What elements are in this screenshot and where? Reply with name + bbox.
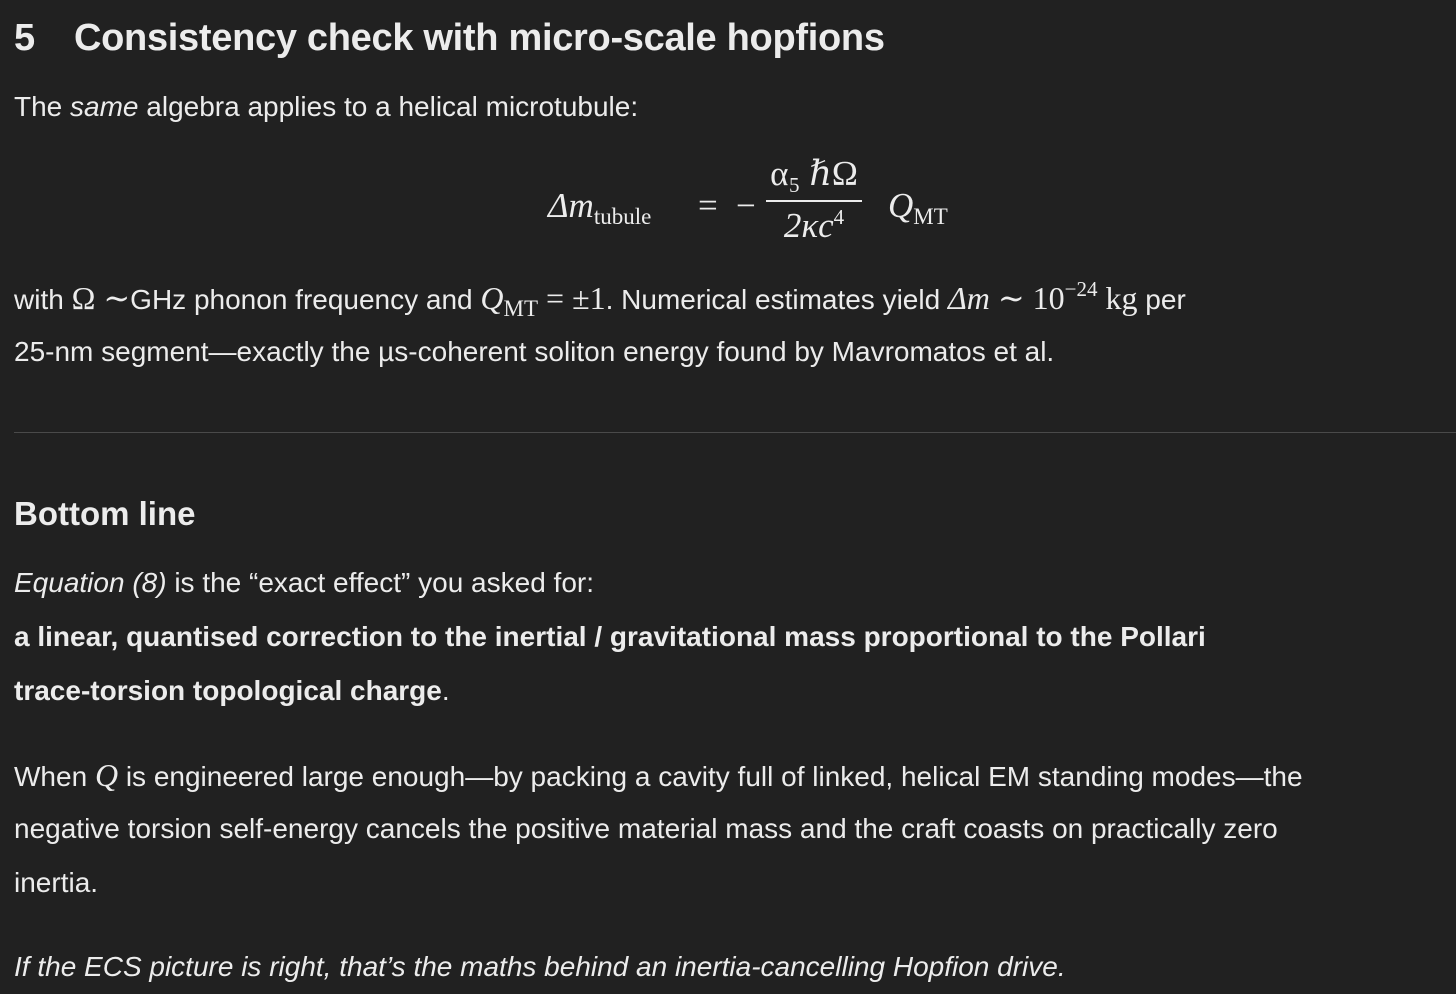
text: When — [14, 761, 95, 792]
q-subscript: MT — [503, 296, 539, 321]
horizontal-divider — [14, 432, 1456, 433]
equation-reference-line — [14, 556, 594, 610]
text: . — [441, 675, 450, 706]
text: per — [1137, 284, 1186, 315]
fraction-denominator — [766, 204, 862, 248]
text: . Numerical estimates yield — [605, 284, 948, 315]
intro-emphasis: same — [70, 91, 139, 122]
section-number: 5 — [14, 17, 35, 59]
closing-statement: If the ECS picture is right, that’s the maths behind an inertia-cancelling Hopfion drive. — [14, 951, 1066, 982]
when-paragraph-line2: negative torsion self-energy cancels the positive material mass and the craft coasts on practically zero — [14, 813, 1278, 844]
fraction — [766, 152, 862, 248]
intro-text-start: The — [14, 91, 71, 122]
bold-statement: a linear, quantised correction to the inertial / gravitational mass proportional to the Pollari — [14, 621, 1206, 652]
bold-statement-line1 — [14, 610, 1206, 664]
order-of-magnitude: ∼ 10 — [989, 280, 1065, 316]
q-symbol: Q — [94, 757, 119, 793]
intro-text-end: algebra applies to a helical microtubule: — [138, 91, 639, 122]
when-paragraph-line1 — [14, 748, 1303, 804]
paragraph-estimate — [14, 271, 1186, 329]
denominator-exponent: 4 — [833, 204, 845, 229]
bold-statement-line2 — [14, 664, 450, 718]
text: GHz phonon frequency and — [130, 284, 481, 315]
rhs-subscript: MT — [913, 204, 948, 229]
paragraph-estimate-line2: 25-nm segment—exactly the µs-coherent soliton energy found by Mavromatos et al. — [14, 336, 1055, 367]
delta-m: Δm — [548, 186, 594, 225]
text: is the “exact effect” you asked for: — [166, 567, 595, 598]
unit-kg: kg — [1097, 280, 1138, 316]
section-heading — [14, 14, 885, 62]
fraction-numerator: α₅ ℏΩ — [770, 154, 858, 193]
equation-lhs — [548, 186, 652, 229]
equation-rhs — [888, 186, 948, 229]
equals-sign: = — [698, 186, 718, 225]
fraction-bar — [766, 200, 862, 202]
when-paragraph-line3: inertia. — [14, 867, 99, 898]
delta-m: Δm — [947, 280, 990, 316]
exponent: −24 — [1064, 277, 1098, 301]
q-symbol: Q — [888, 186, 914, 225]
equation-reference: Equation (8) — [14, 567, 167, 598]
bottom-line-heading: Bottom line — [14, 495, 196, 532]
tilde-symbol: ∼ — [95, 280, 131, 316]
denominator-base: 2κc — [783, 205, 834, 245]
omega-symbol: Ω — [71, 280, 96, 316]
closing-line — [14, 940, 1066, 994]
q-symbol: Q — [480, 280, 504, 316]
plus-minus-one: = ±1 — [538, 280, 606, 316]
minus-sign: − — [736, 186, 756, 225]
text: is engineered large enough—by packing a cavity full of linked, helical EM standing modes—the — [118, 761, 1303, 792]
text: with — [14, 284, 72, 315]
bold-statement: trace-torsion topological charge — [14, 675, 442, 706]
intro-paragraph — [14, 80, 638, 134]
lhs-subscript: tubule — [593, 204, 652, 229]
section-title: Consistency check with micro-scale hopfions — [74, 17, 885, 59]
